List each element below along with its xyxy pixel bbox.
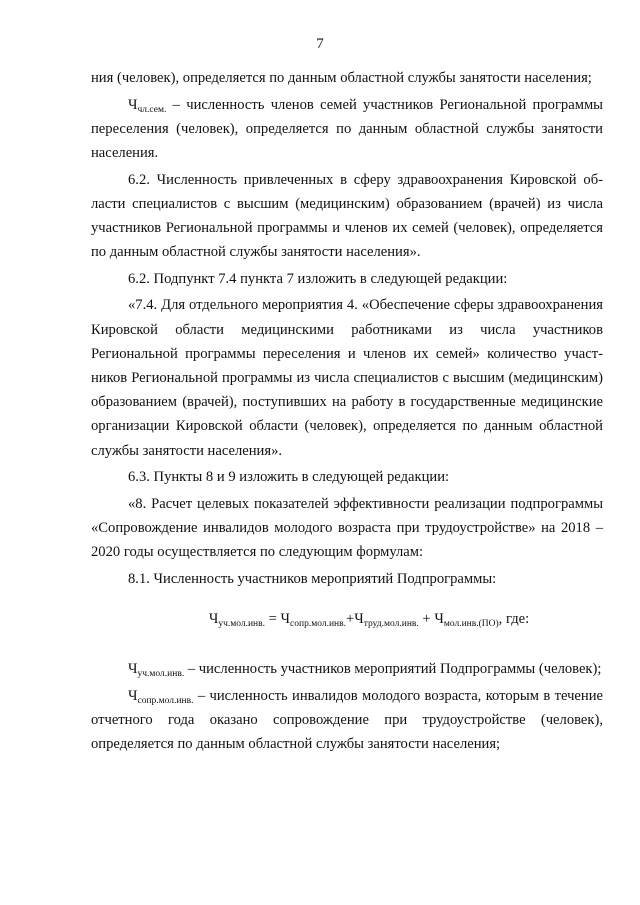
formula-symbol: $Ч_{уч.мол.инв.}$ bbox=[128, 661, 185, 680]
participants-formula: $Ч_{уч.мол.инв.} = Ч_{сопр.мол.инв.}+Ч_{труд.мол.инв.} + Ч_{мол.инв.(ПО)}$, где: bbox=[208, 611, 530, 629]
paragraph-6-2-subitem: 6.2. Подпункт 7.4 пункта 7 изложить в следующей редакции: bbox=[128, 270, 508, 287]
formula-symbol: $Ч_{чл.сем.}$ bbox=[128, 96, 167, 115]
paragraph-6-3: 6.3. Пункты 8 и 9 изложить в следующей редакции: bbox=[128, 469, 450, 486]
definition-participants: $Ч_{уч.мол.инв.}$ – численность участников мероприятий Подпрограммы (человек); bbox=[128, 661, 602, 680]
page-number: 7 bbox=[316, 36, 324, 52]
paragraph-family-members-definition: $Ч_{чл.сем.}$ – численность членов семей участников Региональной программы переселения (человек), определяется по данным областной службы занятости населения. bbox=[91, 96, 603, 161]
formula-symbol: $Ч_{сопр.мол.инв.}$ bbox=[128, 687, 194, 706]
paragraph-8: «8. Расчет целевых показателей эффективности реализации подпрограммы «Сопровождение инвалидов молодого возраста при трудоустройстве» на 2018 – 2020 годы осуществляется по следующим формулам: bbox=[91, 495, 603, 561]
paragraph-8-1: 8.1. Численность участников мероприятий Подпрограммы: bbox=[128, 570, 497, 587]
document-body bbox=[91, 66, 603, 759]
paragraph-continuation: ния (человек), определяется по данным областной службы занятости населения; bbox=[91, 70, 592, 86]
paragraph-7-4: «7.4. Для отдельного мероприятия 4. «Обеспечение сферы здравоохранения Кировской области медицинскими работниками из числа участников Региональной программы переселения и членов их семей» количество участников Региональной программы из числа специалистов с высшим (медицинским) образованием (врачей), поступивших на работу в государственные медицинские организации Кировской области (человек), определяется по данным областной службы занятости населения». bbox=[91, 297, 603, 459]
definition-accompanied: $Ч_{сопр.мол.инв.}$ – численность инвалидов молодого возраста, которым в течение отчетного года оказано сопровождение при трудоустройстве (человек), определяется по данным областной службы занятости населения; bbox=[91, 687, 603, 753]
paragraph-6-2-doctors: 6.2. Численность привлеченных в сферу здравоохранения Кировской области специалистов с высшим (медицинским) образованием (врачей) из числа участников Региональной программы и членов их семей (человек), определяется по данным областной службы занятости населения». bbox=[91, 171, 603, 261]
